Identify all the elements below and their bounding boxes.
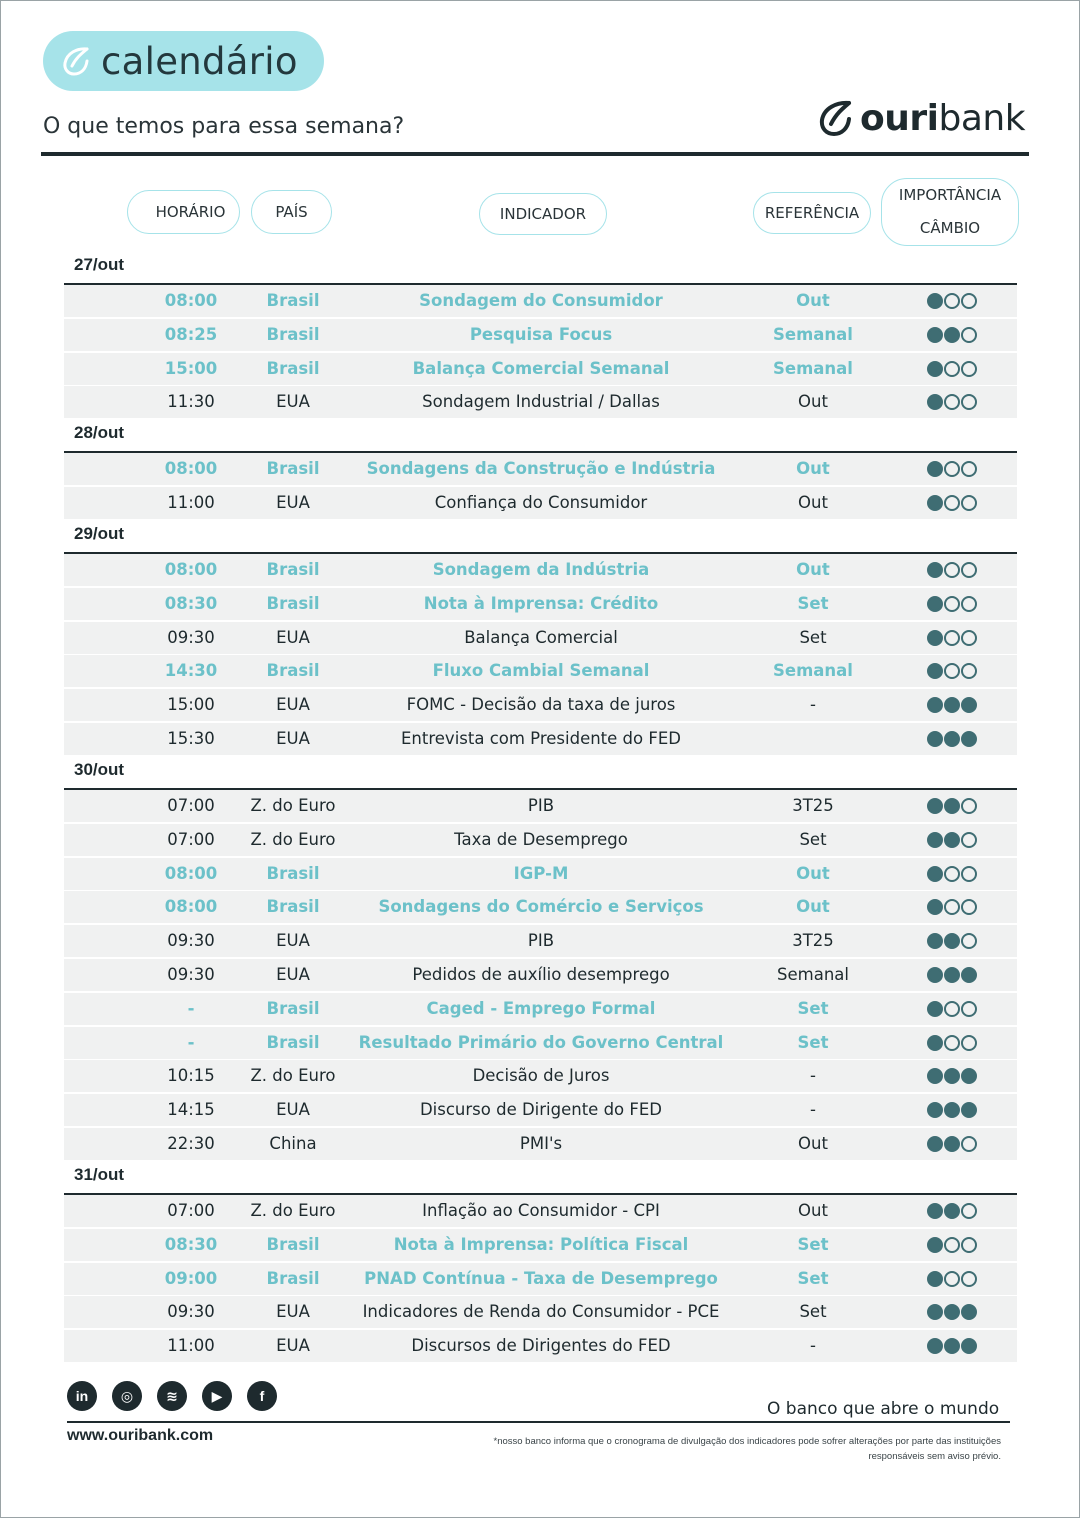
brand-name [860,98,1025,139]
table-row [64,1263,1017,1295]
table-row [64,622,1017,654]
time-cell: 09:30 [167,965,215,984]
indicator-cell: Pedidos de auxílio desemprego [412,965,670,984]
time-cell: 08:30 [164,594,218,613]
importance-dot-empty [961,1203,977,1219]
country-cell: Brasil [266,661,320,680]
reference-cell: - [810,1066,816,1085]
indicator-cell: PMI's [519,1134,563,1153]
indicator-cell: Pesquisa Focus [469,325,613,344]
header-divider [41,152,1029,156]
indicator-cell: Inflação ao Consumidor - CPI [422,1201,660,1220]
time-cell: 09:30 [167,931,215,950]
table-row [64,453,1017,485]
importance-rating [926,1296,978,1328]
reference-cell: 3T25 [792,796,834,815]
indicator-cell: Caged - Emprego Formal [426,999,656,1018]
time-cell: 08:00 [164,459,218,478]
table-row [64,959,1017,991]
country-cell: Brasil [266,325,320,344]
column-header-indicator: INDICADOR [479,193,607,235]
table-row [64,891,1017,923]
day-label: 28/out [74,423,125,442]
reference-cell: Out [796,291,830,310]
importance-dot-filled [927,1203,943,1219]
country-cell: Z. do Euro [250,1066,336,1085]
importance-rating [926,386,978,418]
importance-rating [926,487,978,519]
table-row [64,554,1017,586]
reference-cell: Set [799,1302,827,1321]
indicator-cell: Nota à Imprensa: Crédito [423,594,659,613]
reference-cell: Out [798,1201,828,1220]
country-cell: Brasil [266,1033,320,1052]
table-row [64,1229,1017,1261]
importance-dot-empty [961,495,977,511]
country-cell: Z. do Euro [250,830,336,849]
indicator-cell: Resultado Primário do Governo Central [358,1033,724,1052]
importance-rating [926,1128,978,1160]
column-header-importance [881,178,1019,246]
table-row [64,925,1017,957]
importance-dot-filled [927,1136,943,1152]
importance-dot-filled [927,327,943,343]
table-row [64,1060,1017,1092]
indicator-cell: Fluxo Cambial Semanal [432,661,650,680]
indicator-cell: Discursos de Dirigentes do FED [411,1336,671,1355]
tagline: O banco que abre o mundo [767,1399,1000,1419]
importance-rating [926,824,978,856]
country-cell: EUA [276,965,310,984]
importance-dot-filled [927,663,943,679]
country-cell: Z. do Euro [250,796,336,815]
time-cell: 08:00 [164,291,218,310]
time-cell: 07:00 [167,796,215,815]
column-header-time: HORÁRIO [127,190,240,234]
time-cell: - [187,1033,195,1052]
importance-rating [926,790,978,822]
reference-cell: - [810,1100,816,1119]
time-cell: 11:00 [167,1336,215,1355]
importance-rating [926,1263,978,1295]
importance-dot-empty [961,361,977,377]
importance-dot-empty [944,866,960,882]
column-header-reference: REFERÊNCIA [753,192,871,234]
country-cell: EUA [276,729,310,748]
importance-rating [926,858,978,890]
importance-dot-filled [927,933,943,949]
reference-cell: Set [799,628,827,647]
reference-cell: Set [797,1235,829,1254]
importance-dot-filled [927,596,943,612]
importance-dot-filled [927,361,943,377]
country-cell: EUA [276,628,310,647]
time-cell: 07:00 [167,1201,215,1220]
importance-dot-empty [961,596,977,612]
importance-dot-filled [927,1271,943,1287]
importance-dot-empty [944,495,960,511]
importance-rating [926,723,978,755]
importance-dot-empty [961,461,977,477]
reference-cell: Set [799,830,827,849]
importance-dot-filled [927,866,943,882]
brand-bold: ouri [860,97,939,139]
reference-cell: Semanal [773,325,853,344]
column-header-country: PAÍS [251,190,332,234]
indicator-cell: PNAD Contínua - Taxa de Desemprego [364,1269,718,1288]
time-cell: 09:30 [167,1302,215,1321]
table-row [64,993,1017,1025]
importance-dot-filled [927,1304,943,1320]
importance-dot-empty [961,562,977,578]
time-cell: 14:15 [167,1100,215,1119]
indicator-cell: Sondagem da Indústria [432,560,650,579]
time-cell: 08:30 [164,1235,218,1254]
time-cell: 08:00 [164,560,218,579]
importance-dot-empty [961,1136,977,1152]
importance-rating [926,959,978,991]
importance-dot-empty [944,630,960,646]
importance-dot-empty [961,630,977,646]
importance-rating [926,1195,978,1227]
importance-dot-filled [944,731,960,747]
importance-rating [926,655,978,687]
country-cell: EUA [276,493,310,512]
reference-cell [754,723,872,755]
importance-dot-filled [927,967,943,983]
country-cell: Brasil [266,594,320,613]
indicator-cell: Sondagem do Consumidor [419,291,663,310]
table-row [64,723,1017,755]
importance-dot-filled [944,967,960,983]
importance-dot-empty [961,1271,977,1287]
country-cell: Brasil [266,897,320,916]
indicator-cell: Entrevista com Presidente do FED [401,729,681,748]
importance-dot-empty [961,293,977,309]
importance-dot-empty [944,293,960,309]
importance-rating [926,554,978,586]
reference-cell: Semanal [773,661,853,680]
time-cell: 11:00 [167,493,215,512]
importance-dot-filled [944,1068,960,1084]
time-cell: 11:30 [167,392,215,411]
importance-dot-empty [944,1001,960,1017]
website-link[interactable]: www.ouribank.com [67,1427,214,1444]
reference-cell: Set [797,1033,829,1052]
country-cell: EUA [276,1336,310,1355]
reference-cell: Semanal [773,359,853,378]
facebook-icon[interactable]: f [247,1381,277,1411]
importance-dot-empty [944,361,960,377]
ouribank-logo [816,96,1025,140]
country-cell: Brasil [266,560,320,579]
importance-dot-empty [961,933,977,949]
importance-dot-filled [944,832,960,848]
time-cell: 09:00 [164,1269,218,1288]
importance-dot-filled [927,461,943,477]
importance-dot-filled [927,1237,943,1253]
footer-divider [67,1421,1010,1423]
table-row [64,588,1017,620]
importance-dot-filled [927,798,943,814]
importance-dot-filled [927,630,943,646]
country-cell: China [269,1134,317,1153]
indicator-cell: Confiança do Consumidor [434,493,648,512]
importance-dot-empty [944,1035,960,1051]
table-row [64,1195,1017,1227]
importance-dot-filled [927,1102,943,1118]
importance-dot-filled [927,293,943,309]
reference-cell: - [810,695,816,714]
country-cell: Brasil [266,1235,320,1254]
table-row [64,285,1017,317]
importance-dot-filled [927,1338,943,1354]
country-cell: Brasil [266,359,320,378]
table-row [64,655,1017,687]
importance-dot-filled [944,798,960,814]
indicator-cell: PIB [527,931,555,950]
indicator-cell: Discurso de Dirigente do FED [419,1100,663,1119]
importance-dot-filled [961,1068,977,1084]
reference-cell: 3T25 [792,931,834,950]
disclaimer-note [381,1434,1001,1464]
importance-dot-filled [927,495,943,511]
importance-rating [926,622,978,654]
reference-cell: Set [797,999,829,1018]
importance-dot-empty [944,899,960,915]
importance-dot-filled [944,327,960,343]
youtube-icon[interactable]: ▶ [202,1381,232,1411]
importance-dot-filled [927,1001,943,1017]
reference-cell: Set [797,594,829,613]
table-row [64,1128,1017,1160]
country-cell: Brasil [266,459,320,478]
importance-dot-filled [944,1102,960,1118]
importance-dot-filled [944,1203,960,1219]
reference-cell: Out [796,459,830,478]
indicator-cell: FOMC - Decisão da taxa de juros [406,695,676,714]
importance-dot-empty [944,562,960,578]
time-cell: 15:30 [167,729,215,748]
reference-cell: Out [798,493,828,512]
importance-dot-empty [944,596,960,612]
indicator-cell: Balança Comercial [464,628,618,647]
table-row [64,1330,1017,1362]
importance-dot-filled [927,731,943,747]
importance-dot-empty [944,461,960,477]
importance-dot-filled [944,1338,960,1354]
reference-cell: Out [796,864,830,883]
importance-dot-filled [961,967,977,983]
social-links [67,1381,277,1411]
importance-dot-filled [927,1035,943,1051]
page-subtitle: O que temos para essa semana? [43,114,405,139]
importance-dot-empty [961,394,977,410]
country-cell: EUA [276,392,310,411]
reference-cell: Set [797,1269,829,1288]
importance-dot-filled [961,1102,977,1118]
table-row [64,353,1017,385]
reference-cell: Out [798,1134,828,1153]
reference-cell: - [810,1336,816,1355]
importance-dot-filled [944,697,960,713]
time-cell: 07:00 [167,830,215,849]
importance-dot-filled [927,1068,943,1084]
time-cell: 22:30 [167,1134,215,1153]
importance-dot-filled [927,697,943,713]
leaf-icon [59,44,93,78]
country-cell: EUA [276,1302,310,1321]
importance-rating [926,891,978,923]
pill-title: calendário [101,39,298,83]
importance-dot-filled [961,1338,977,1354]
importance-rating [926,285,978,317]
importance-rating [926,993,978,1025]
brand-regular: bank [938,97,1026,139]
importance-dot-filled [961,731,977,747]
importance-dot-empty [961,327,977,343]
table-row [64,824,1017,856]
time-cell: 14:30 [164,661,218,680]
indicator-cell: Sondagens da Construção e Indústria [366,459,716,478]
disclaimer-line1: *nosso banco informa que o cronograma de divulgação dos indicadores pode sofrer alterações por parte das instituições [493,1436,1001,1447]
time-cell: 15:00 [164,359,218,378]
country-cell: EUA [276,1100,310,1119]
day-label: 31/out [74,1165,125,1184]
importance-dot-filled [927,899,943,915]
importance-dot-filled [944,1304,960,1320]
importance-dot-empty [961,1001,977,1017]
indicator-cell: Sondagens do Comércio e Serviços [378,897,704,916]
reference-cell: Out [796,897,830,916]
importance-rating [926,1094,978,1126]
importance-dot-empty [961,832,977,848]
linkedin-icon[interactable]: in [67,1381,97,1411]
indicator-cell: Indicadores de Renda do Consumidor - PCE [362,1302,720,1321]
indicator-cell: Decisão de Juros [472,1066,610,1085]
importance-dot-empty [961,663,977,679]
importance-rating [926,1060,978,1092]
day-label: 29/out [74,524,125,543]
time-cell: 08:25 [164,325,218,344]
reference-cell: Semanal [777,965,849,984]
indicator-cell: Balança Comercial Semanal [412,359,670,378]
importance-rating [926,453,978,485]
time-cell: 08:00 [164,864,218,883]
table-row [64,689,1017,721]
table-row [64,1296,1017,1328]
indicator-cell: Sondagem Industrial / Dallas [422,392,660,411]
time-cell: 10:15 [167,1066,215,1085]
reference-cell: Out [796,560,830,579]
day-label: 30/out [74,760,125,779]
indicator-cell: IGP-M [513,864,569,883]
country-cell: Brasil [266,291,320,310]
time-cell: 15:00 [167,695,215,714]
time-cell: 08:00 [164,897,218,916]
calendar-pill [43,31,324,91]
importance-rating [926,588,978,620]
importance-dot-empty [961,1237,977,1253]
table-row [64,1094,1017,1126]
country-cell: Brasil [266,999,320,1018]
reference-cell: Out [798,392,828,411]
ouribank-leaf-icon [816,97,856,139]
importance-dot-empty [961,798,977,814]
country-cell: EUA [276,931,310,950]
instagram-icon[interactable]: ◎ [112,1381,142,1411]
importance-dot-empty [944,663,960,679]
country-cell: EUA [276,695,310,714]
indicator-cell: Taxa de Desemprego [454,830,628,849]
country-cell: Brasil [266,1269,320,1288]
day-label: 27/out [74,255,125,274]
table-row [64,790,1017,822]
importance-dot-empty [944,1271,960,1287]
importance-dot-filled [961,1304,977,1320]
importance-dot-empty [961,866,977,882]
table-row [64,319,1017,351]
country-cell: Z. do Euro [250,1201,336,1220]
spotify-icon[interactable]: ≋ [157,1381,187,1411]
importance-rating [926,1027,978,1059]
country-cell: Brasil [266,864,320,883]
table-row [64,858,1017,890]
table-row [64,386,1017,418]
importance-rating [926,319,978,351]
importance-dot-filled [927,832,943,848]
importance-rating [926,689,978,721]
importance-line2: CÂMBIO [919,219,981,237]
table-row [64,487,1017,519]
importance-rating [926,925,978,957]
disclaimer-line2: responsáveis sem aviso prévio. [868,1451,1001,1462]
importance-dot-empty [944,1237,960,1253]
importance-dot-empty [944,394,960,410]
importance-dot-filled [927,562,943,578]
importance-dot-empty [961,899,977,915]
time-cell: 09:30 [167,628,215,647]
importance-dot-filled [927,394,943,410]
indicator-cell: Nota à Imprensa: Política Fiscal [393,1235,689,1254]
importance-rating [926,1330,978,1362]
importance-dot-empty [961,1035,977,1051]
importance-line1: IMPORTÂNCIA [898,186,1002,204]
indicator-cell: PIB [527,796,555,815]
importance-rating [926,1229,978,1261]
importance-dot-filled [944,933,960,949]
importance-dot-filled [961,697,977,713]
time-cell: - [187,999,195,1018]
importance-rating [926,353,978,385]
importance-dot-filled [944,1136,960,1152]
table-row [64,1027,1017,1059]
